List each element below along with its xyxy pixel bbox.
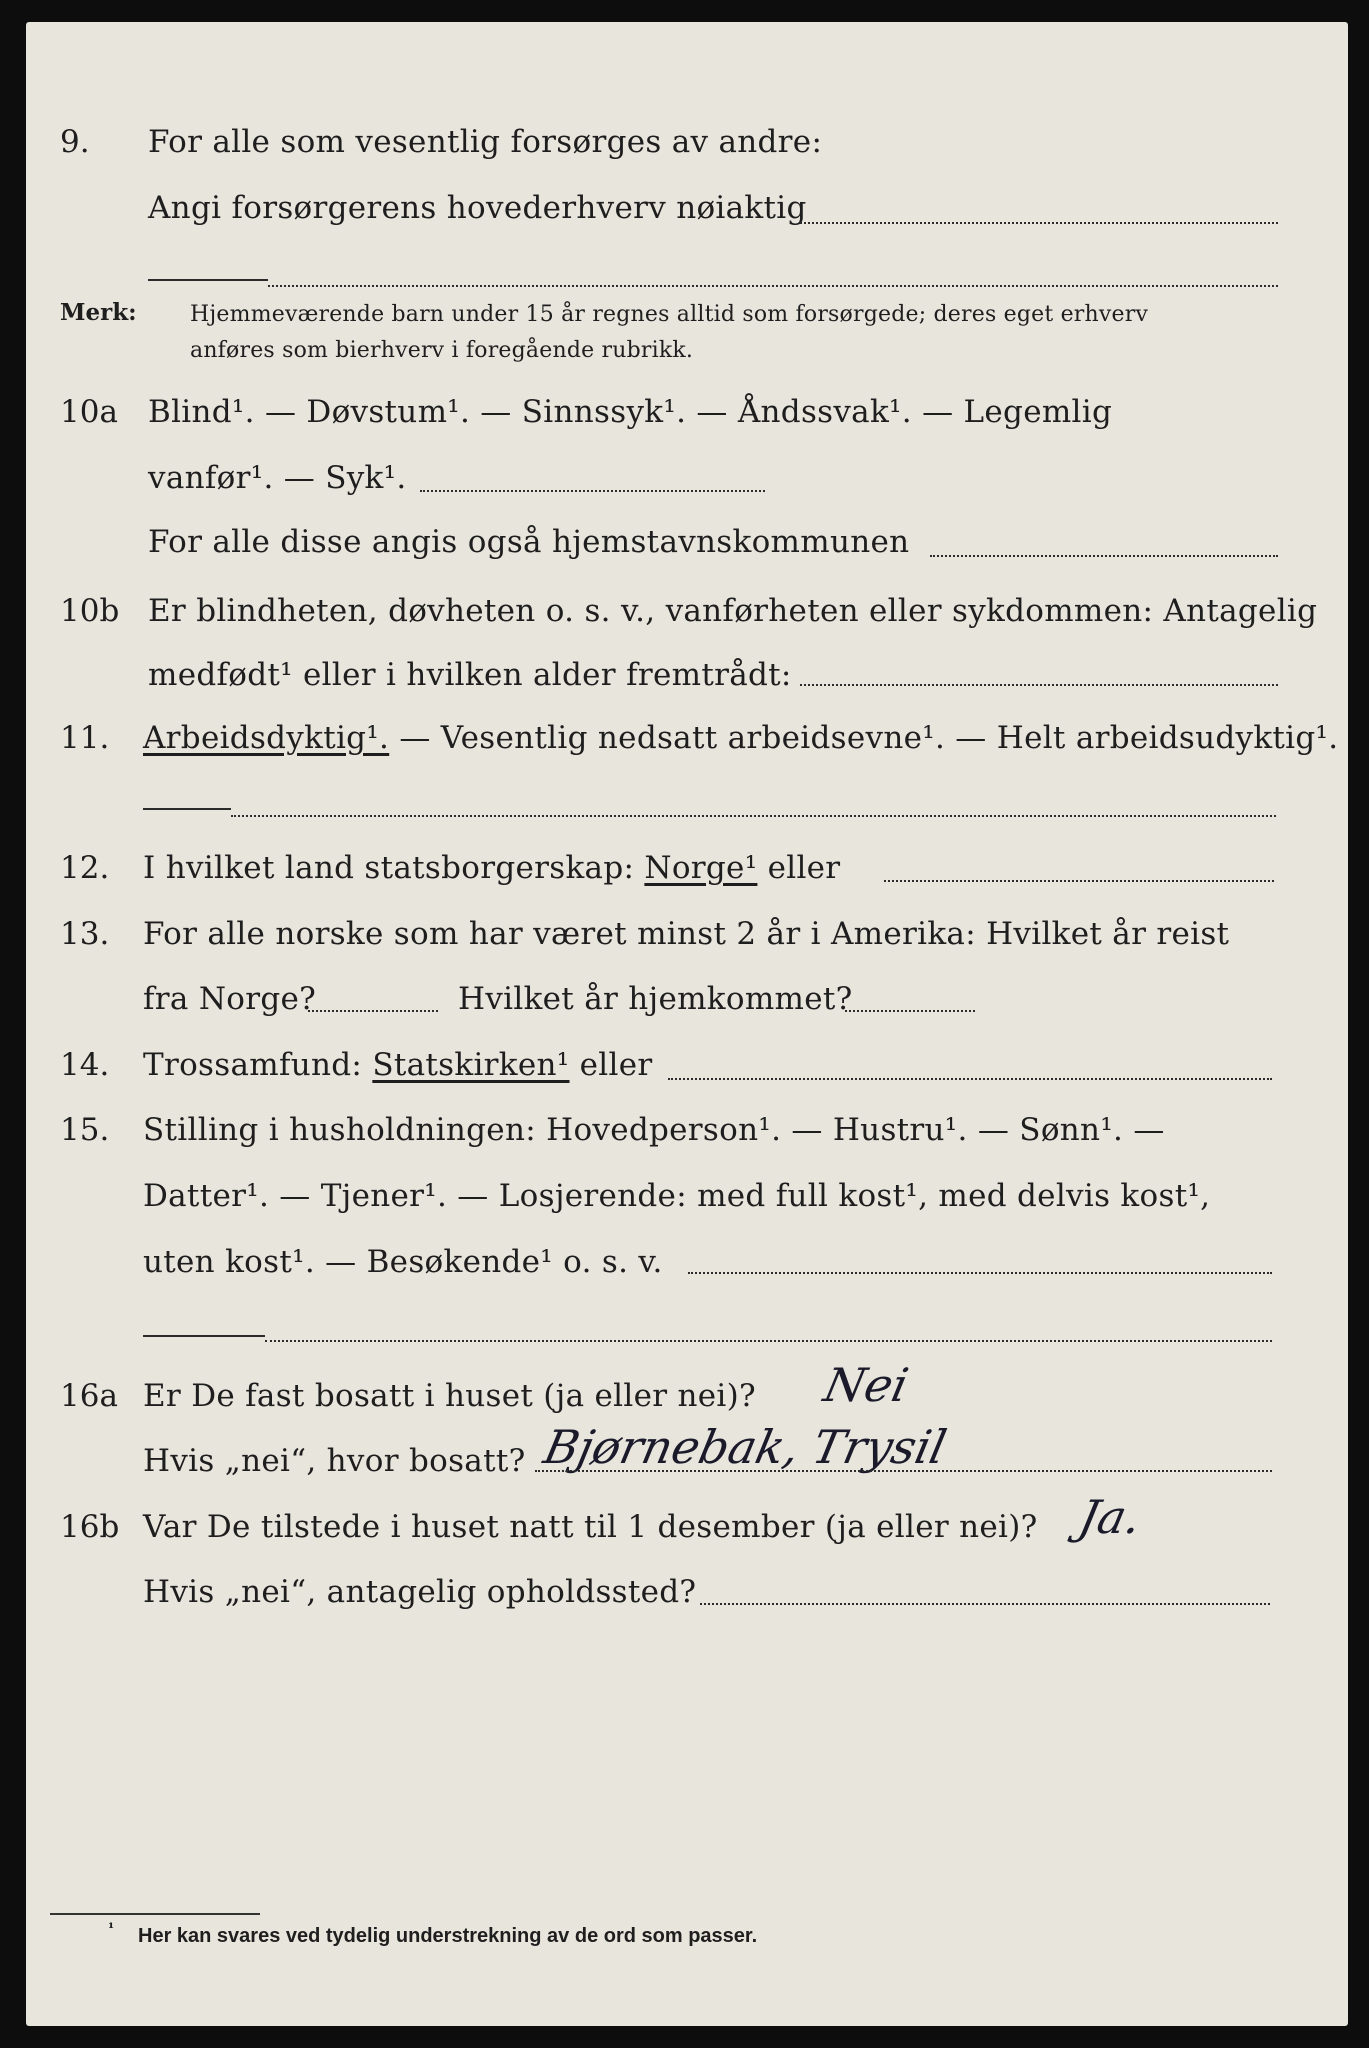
q10b-number: 10b bbox=[60, 593, 120, 629]
q12-option-norge[interactable]: Norge¹ bbox=[644, 850, 758, 886]
q16b-opholdssted-line[interactable] bbox=[700, 1603, 1270, 1605]
q10a-answer-line[interactable] bbox=[420, 490, 765, 492]
q15-answer-line[interactable] bbox=[688, 1272, 1272, 1274]
q11-option-arbeidsdyktig[interactable]: Arbeidsdyktig¹. bbox=[143, 720, 390, 756]
q16a-line1: Er De fast bosatt i huset (ja eller nei)? bbox=[143, 1378, 756, 1414]
q12-text: I hvilket land statsborgerskap: bbox=[143, 850, 635, 886]
footnote-mark: ¹ bbox=[108, 1921, 115, 1937]
q16b-number: 16b bbox=[60, 1509, 120, 1545]
q10b-line2: medfødt¹ eller i hvilken alder fremtrådt: bbox=[148, 657, 792, 693]
q9-answer-line-2[interactable] bbox=[268, 285, 1278, 287]
q14-text: Trossamfund: bbox=[143, 1047, 363, 1083]
q14-option-statskirken[interactable]: Statskirken¹ bbox=[372, 1047, 570, 1083]
q12-line bbox=[143, 848, 840, 888]
q10b-line1: Er blindheten, døvheten o. s. v., vanførheten eller sykdommen: Antagelig bbox=[148, 593, 1318, 629]
q16a-number: 16a bbox=[60, 1378, 118, 1414]
q10a-line1: Blind¹. — Døvstum¹. — Sinnssyk¹. — Åndssvak¹. — Legemlig bbox=[148, 394, 1113, 430]
q13-hjemkommet-line[interactable] bbox=[845, 1010, 975, 1012]
q9-line2: Angi forsørgerens hovederhverv nøiaktig bbox=[148, 190, 807, 226]
q13-line1: For alle norske som har været minst 2 år i Amerika: Hvilket år reist bbox=[143, 916, 1230, 952]
q12-answer-line[interactable] bbox=[884, 880, 1274, 882]
q10b-answer-line[interactable] bbox=[800, 684, 1278, 686]
q14-tail: eller bbox=[579, 1047, 653, 1083]
q9-answer-line[interactable] bbox=[800, 222, 1278, 224]
footnote-text: Her kan svares ved tydelig understrekning av de ord som passer. bbox=[138, 1925, 758, 1947]
q10a-line2: vanfør¹. — Syk¹. bbox=[148, 460, 407, 496]
q11-rest: — Vesentlig nedsatt arbeidsevne¹. — Helt arbeidsudyktig¹. bbox=[389, 720, 1339, 756]
q15-line3: uten kost¹. — Besøkende¹ o. s. v. bbox=[143, 1244, 663, 1280]
q9-number: 9. bbox=[60, 124, 90, 160]
q16a-line2: Hvis „nei“, hvor bosatt? bbox=[143, 1443, 526, 1479]
q15-rule-short bbox=[143, 1335, 265, 1337]
q9-rule-short bbox=[148, 279, 268, 281]
merk-label: Merk: bbox=[60, 299, 137, 326]
q11-line bbox=[143, 718, 1338, 758]
q12-number: 12. bbox=[60, 850, 110, 886]
q14-answer-line[interactable] bbox=[668, 1078, 1272, 1080]
q14-number: 14. bbox=[60, 1047, 110, 1083]
q13-reist-line[interactable] bbox=[308, 1010, 438, 1012]
q16b-line2: Hvis „nei“, antagelig opholdssted? bbox=[143, 1574, 697, 1610]
q16b-line1: Var De tilstede i huset natt til 1 desember (ja eller nei)? bbox=[143, 1509, 1038, 1545]
q9-line1: For alle som vesentlig forsørges av andre: bbox=[148, 124, 823, 160]
footnote-rule bbox=[50, 1913, 260, 1915]
q10a-kommune-line[interactable] bbox=[930, 555, 1278, 557]
merk-line2: anføres som bierhverv i foregående rubrikk. bbox=[190, 338, 694, 363]
q13-number: 13. bbox=[60, 916, 110, 952]
q11-number: 11. bbox=[60, 720, 110, 756]
q11-answer-line[interactable] bbox=[231, 815, 1276, 817]
q16a-answer2-handwriting: Bjørnebak, Trysil bbox=[539, 1420, 952, 1474]
q10a-number: 10a bbox=[60, 394, 118, 430]
q12-tail: eller bbox=[767, 850, 841, 886]
q13-line2b: Hvilket år hjemkommet? bbox=[458, 981, 853, 1017]
q14-line bbox=[143, 1045, 653, 1085]
q15-line1: Stilling i husholdningen: Hovedperson¹. — Hustru¹. — Sønn¹. — bbox=[143, 1112, 1165, 1148]
q16a-answer1-handwriting: Nei bbox=[819, 1358, 913, 1412]
q15-number: 15. bbox=[60, 1112, 110, 1148]
q11-rule-short bbox=[143, 808, 231, 810]
q10a-line3: For alle disse angis også hjemstavnskommunen bbox=[148, 524, 910, 560]
q16a-bosatt-line[interactable] bbox=[535, 1470, 1272, 1472]
q13-line2a: fra Norge? bbox=[143, 981, 317, 1017]
q15-answer-line-2[interactable] bbox=[265, 1340, 1272, 1342]
q15-line2: Datter¹. — Tjener¹. — Losjerende: med full kost¹, med delvis kost¹, bbox=[143, 1178, 1211, 1214]
q16b-answer1-handwriting: Ja. bbox=[1074, 1490, 1147, 1544]
merk-line1: Hjemmeværende barn under 15 år regnes alltid som forsørgede; deres eget erhverv bbox=[190, 302, 1149, 327]
